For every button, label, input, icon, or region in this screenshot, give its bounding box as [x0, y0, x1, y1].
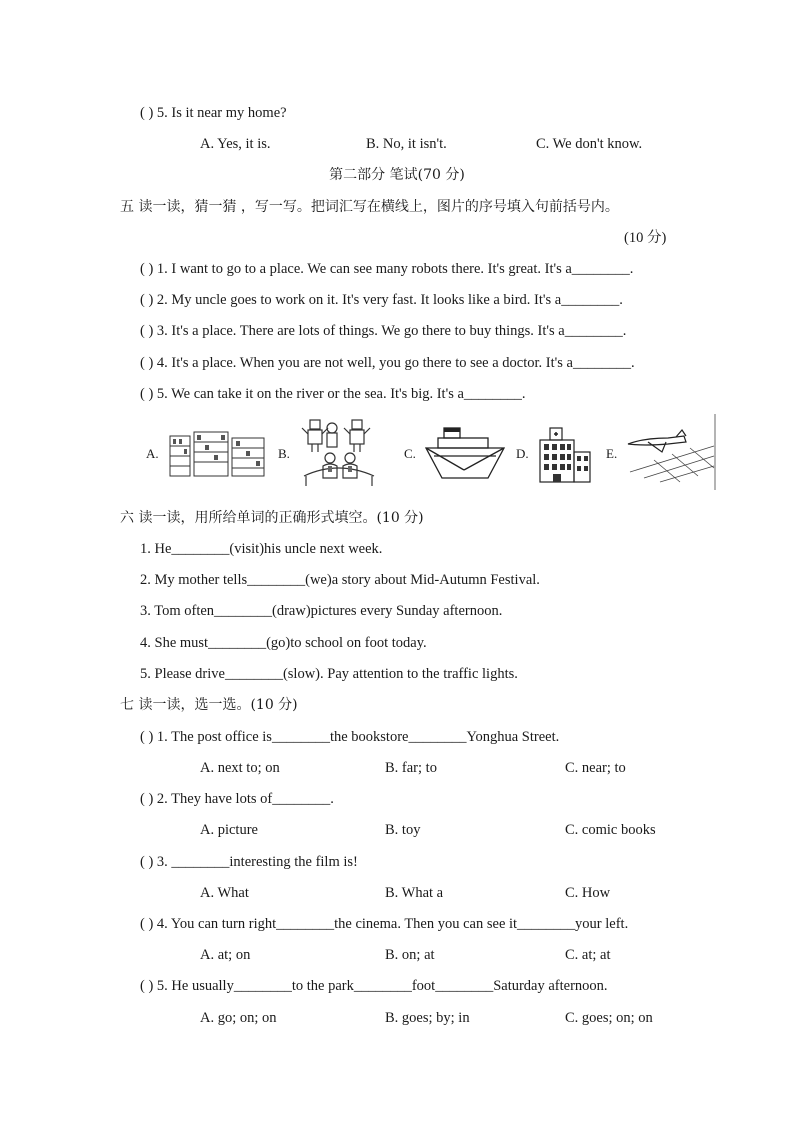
section7-item-1-stem: ( ) 1. The post office is________the bookstore________Yonghua Street. [140, 729, 560, 745]
robots-and-children-icon [298, 416, 380, 488]
section6-item-2: 2. My mother tells________(we)a story about Mid-Autumn Festival. [140, 572, 540, 588]
section5-item-1: ( ) 1. I want to go to a place. We can see many robots there. It's great. It's a________. [140, 261, 634, 277]
section6-item-5: 5. Please drive________(slow). Pay attention to the traffic lights. [140, 666, 518, 682]
section7-item-3-stem: ( ) 3. ________interesting the film is! [140, 854, 358, 870]
picture-label-a: A. [146, 446, 159, 461]
picture-label-b: B. [278, 446, 290, 461]
section5-item-3: ( ) 3. It's a place. There are lots of things. We go there to buy things. It's a________. [140, 323, 627, 339]
q5-option-a: A. Yes, it is. [200, 136, 271, 152]
q5-option-c: C. We don't know. [536, 136, 643, 152]
section6-item-3: 3. Tom often________(draw)pictures every Sunday afternoon. [140, 603, 503, 619]
picture-label-d: D. [516, 446, 529, 461]
section7-item-3-option-a: A. What [200, 885, 249, 901]
supermarket-shelves-icon [166, 428, 268, 480]
section7-item-2-stem: ( ) 2. They have lots of________. [140, 791, 334, 807]
section5-item-4: ( ) 4. It's a place. When you are not well, you go there to see a doctor. It's a________. [140, 355, 635, 371]
q5-option-b: B. No, it isn't. [366, 136, 447, 152]
section5-item-2: ( ) 2. My uncle goes to work on it. It's very fast. It looks like a bird. It's a________. [140, 292, 623, 308]
section7-item-4-option-a: A. at; on [200, 947, 251, 963]
hospital-building-icon [536, 426, 592, 484]
section7-item-5-stem: ( ) 5. He usually________to the park________foot________Saturday afternoon. [140, 978, 608, 994]
section5-title: 五 读一读，猜一猜 ，写一写。把词汇写在横线上，图片的序号填入句前括号内。 [120, 199, 619, 215]
part2-title: 第二部分 笔试(70 分) [329, 167, 465, 183]
section7-item-4-option-c: C. at; at [565, 947, 611, 963]
section7-item-2-option-c: C. comic books [565, 822, 656, 838]
picture-label-c: C. [404, 446, 416, 461]
section7-title: 七 读一读，选一选。(10 分) [120, 697, 298, 713]
section7-item-4-option-b: B. on; at [385, 947, 435, 963]
section7-item-2-option-a: A. picture [200, 822, 258, 838]
section7-item-1-option-c: C. near; to [565, 760, 626, 776]
section7-item-1-option-b: B. far; to [385, 760, 437, 776]
section7-item-3-option-b: B. What a [385, 885, 444, 901]
ship-icon [424, 426, 506, 484]
section6-item-1: 1. He________(visit)his uncle next week. [140, 541, 383, 557]
airplane-icon [624, 412, 718, 492]
section6-item-4: 4. She must________(go)to school on foot today. [140, 635, 427, 651]
section7-item-2-option-b: B. toy [385, 822, 421, 838]
section5-score: (10 分) [624, 230, 667, 246]
picture-label-e: E. [606, 446, 618, 461]
section7-item-4-stem: ( ) 4. You can turn right________the cinema. Then you can see it________your left. [140, 916, 629, 932]
section7-item-5-option-c: C. goes; on; on [565, 1010, 653, 1026]
section7-item-5-option-a: A. go; on; on [200, 1010, 277, 1026]
section7-item-1-option-a: A. next to; on [200, 760, 280, 776]
q5-stem: ( ) 5. Is it near my home? [140, 105, 287, 121]
section7-item-3-option-c: C. How [565, 885, 611, 901]
section5-item-5: ( ) 5. We can take it on the river or the sea. It's big. It's a________. [140, 386, 526, 402]
section7-item-5-option-b: B. goes; by; in [385, 1010, 470, 1026]
section6-title: 六 读一读，用所给单词的正确形式填空。(10 分) [120, 510, 424, 526]
